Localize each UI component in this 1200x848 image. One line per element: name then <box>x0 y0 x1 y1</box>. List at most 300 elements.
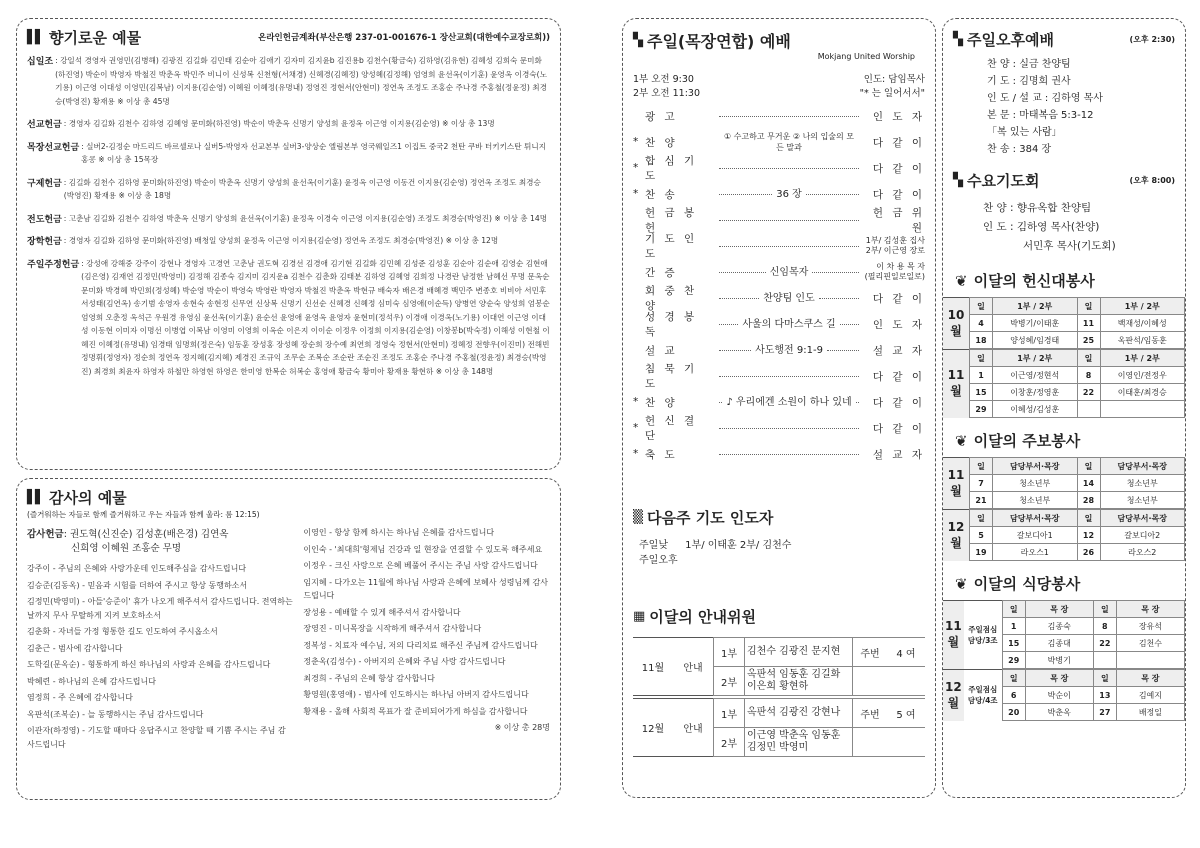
order-name: 침 묵 기 도 <box>645 363 698 390</box>
schedule-cell <box>1100 401 1185 418</box>
schedule-cell: 29 <box>1002 652 1025 669</box>
order-leader: 설 교 자 <box>872 448 925 461</box>
leader: 인도: 담임목사 <box>863 74 925 85</box>
schedule-cell: 1 <box>1002 618 1025 635</box>
bulletin-title: ❦ 이달의 주보봉사 <box>955 431 1081 450</box>
section-marker-icon: ▚ <box>953 173 961 188</box>
schedule-cell: 김천수 <box>1116 635 1184 652</box>
standing-note: "* 는 일어서서" <box>859 88 925 99</box>
schedule-cell: 갈보디아1 <box>993 527 1078 544</box>
order-mid <box>715 116 863 117</box>
order-item: ♪ 우리에겐 소원이 하나 있네 <box>726 396 852 408</box>
order-mid <box>715 267 863 278</box>
thanks-entry: 정복성 - 치료자 예수님, 저의 다리치료 해주신 주님께 감사드립니다 <box>303 640 538 650</box>
order-mid <box>715 168 863 169</box>
schedule-header: 담당부서·목장 <box>993 510 1078 527</box>
schedule-cell: 25 <box>1077 332 1100 349</box>
schedule-cell: 배정일 <box>1116 704 1184 721</box>
usher-part: 1부 <box>714 638 745 667</box>
section-marker-icon: ▒ <box>633 510 641 525</box>
thanks-entry: 박혜련 - 하나님의 은혜 감사드립니다 <box>27 676 156 686</box>
schedule-table <box>943 349 1185 418</box>
order-leader: 다 같 이 <box>872 292 925 305</box>
schedule-month: 10월 <box>943 298 970 349</box>
order-row <box>633 441 925 467</box>
nextweek-title: ▒ 다음주 기도 인도자 <box>633 509 774 527</box>
thanks-entry: 황영원(홍영애) - 범사에 인도하시는 하나님 아버지 감사드립니다 <box>303 690 529 699</box>
schedule-header: 담당부서·목장 <box>1100 510 1185 527</box>
afternoon-line: 기 도 : 김명희 권사 <box>987 76 1071 87</box>
schedule-header: 일 <box>970 298 993 315</box>
schedule-cell: 청소년부 <box>993 492 1078 509</box>
schedule-header: 1부 / 2부 <box>1100 350 1185 367</box>
schedule-header: 목 장 <box>1025 670 1093 687</box>
usher-week: 주번 <box>853 638 888 667</box>
nextweek-label-2: 주일오후 <box>639 555 678 566</box>
afternoon-line: 찬 송 : 384 장 <box>987 144 1052 155</box>
schedule-cell: 김예지 <box>1116 687 1184 704</box>
offering-row <box>27 140 550 167</box>
afternoon-line: 「복 있는 사람」 <box>987 127 1062 138</box>
schedule-header: 일 <box>970 458 993 475</box>
leader-dots <box>719 272 766 273</box>
order-star: * <box>633 162 639 174</box>
schedule-month: 11월 <box>943 458 970 509</box>
usher-names: 이근영 박춘옥 임동훈 김정민 박영미 <box>745 728 853 757</box>
order-row <box>633 259 925 285</box>
order-name: 광 고 <box>645 110 678 123</box>
thanks-entry: 염정희 - 주 은혜에 감사합니다 <box>27 693 133 702</box>
order-leader: 헌 금 위 원 <box>872 207 925 234</box>
devotion-table <box>943 297 1185 418</box>
offering-row <box>27 257 550 379</box>
schedule-header: 일 <box>970 510 993 527</box>
wednesday-line: 찬 양 : 향유옥합 찬양팀 <box>983 202 1092 214</box>
order-name: 기 도 인 도 <box>645 233 698 260</box>
offering-label: 선교헌금 <box>27 120 62 130</box>
leader-dots <box>840 324 859 325</box>
schedule-cell: 22 <box>1093 635 1116 652</box>
offering-row <box>27 234 550 248</box>
schedule-cell: 29 <box>970 401 993 418</box>
thanks-entry: 김정민(박영미) - 아들'승준이' 휴가 나오게 해주셔서 감사드립니다. 전역하는 날까지 무사 무탈하게 지켜 보호하소서 <box>27 597 293 620</box>
ushers-title: ▦ 이달의 안내위원 <box>633 608 756 626</box>
schedule-header: 일 <box>1093 670 1116 687</box>
order-leader: 다 같 이 <box>872 396 925 409</box>
order-leader: 다 같 이 <box>872 422 925 435</box>
section-marker-icon: ▚ <box>633 33 641 48</box>
order-row <box>633 155 925 181</box>
schedule-header: 1부 / 2부 <box>993 298 1078 315</box>
leader-dots <box>856 402 859 403</box>
schedule-cell: 백재성/이혜성 <box>1100 315 1185 332</box>
order-leader: 다 같 이 <box>872 188 925 201</box>
service-order <box>633 103 925 467</box>
order-row <box>633 207 925 233</box>
order-row <box>633 233 925 259</box>
order-name: 간 증 <box>645 266 678 279</box>
thanks-entry: 최경희 - 주님의 은혜 항상 감사합니다 <box>303 673 435 683</box>
schedule-table <box>943 669 1185 721</box>
schedule-cell: 6 <box>1002 687 1025 704</box>
schedule-cell: 22 <box>1077 384 1100 401</box>
thanks-right-list <box>303 526 550 718</box>
order-mid <box>715 246 863 247</box>
offering-label: 장학헌금 <box>27 237 62 247</box>
thanks-entry: 김춘근 - 범사에 감사합니다 <box>27 643 123 653</box>
schedule-cell: 20 <box>1002 704 1025 721</box>
schedule-header: 일 <box>1002 670 1025 687</box>
schedule-cell: 박순이 <box>1025 687 1093 704</box>
schedule-cell: 이태훈/최경승 <box>1100 384 1185 401</box>
leader-dots <box>719 376 859 377</box>
offering-label: 구제헌금 <box>27 178 62 189</box>
schedule-cell: 라오스1 <box>993 544 1078 561</box>
order-mid <box>715 376 863 377</box>
schedule-table <box>943 457 1185 509</box>
schedule-table <box>943 297 1185 349</box>
offering-names: : 강성애 강해중 강주이 강현나 경영자 고경연 고춘남 권도혁 김경선 김경애 김기현 김길화 김민혜 김성준 김성훈 김순아 김순애 김영순 김현애(김은영) 김재연 김정민(박영미) 김정해 김종숙 김지미 김지운a 김천수 김춘화 김태분 김하영 김혜영 김희정 나경란 남정한 남혜선 무명 문옥순 문미화 박경혜 박민희(정성혜) 박순영 박순이 박영숙 박영란 박영자 박철진 박춘옥 박현규 배숙자 배은경 배혜경 백민주 변종호 비비아 서민후 서성태(김연옥) 송기범 송영자 송현숙 송현정 신무연 신상복 신명기 신선순 신혜경 신혜정 심미숙 심영애(이순득) 양병연 양순숙 양성희 엄봉순 엄영희 오춘정 옥석근 우원경 유영심 윤선옥(이기훈) 윤순선 윤영애 윤영옥 윤영자 윤현미(정석우) 이경애 이경옥(노기용) 이대연 이근영 이대성 이동현 이미자 이명선 이병엽 이복남 이영미 이영희 이옥순 이은지 이이순 이정우 이정희 이지용(김순영) 이창봉b(박숙정) 이해성 이현철 이혜진 이혜정(유명내) 임경태 임명희(정은숙) 임동훈 장성홍 장성혜 장순희 장수예 최연희 정영숙 정현서(안현미) 정혜정 전향우(이진미) 전해빈 정명휘(정영자) 정순희 정연옥 정지혜(김지혜) 제경진 조규익 조무순 조복순 조순란 조순진 조정도 조홍순 주나경 주홍철(정윤정) 최경승(박영진) 최경희 최윤자 하영자 하철만 하영현 하영은 한미영 한복순 허복순 홍영애 황금숙 황미아 황재용 황현하 ※ 이상 총 148명 <box>81 258 550 376</box>
usher-count: 4 여 <box>887 638 925 667</box>
schedule-cell: 청소년부 <box>1100 475 1185 492</box>
schedule-cell: 장유석 <box>1116 618 1184 635</box>
order-star: * <box>633 422 639 434</box>
afternoon-line: 본 문 : 마태복음 5:3-12 <box>987 110 1094 121</box>
order-row <box>633 311 925 337</box>
bulletin-table <box>943 457 1185 561</box>
schedule-cell: 김종숙 <box>1025 618 1093 635</box>
offering-row <box>27 176 550 203</box>
schedule-cell: 갈보디아2 <box>1100 527 1185 544</box>
order-name: 찬 양 <box>645 136 678 149</box>
leader-dots <box>719 350 751 351</box>
order-name: 찬 송 <box>645 188 678 201</box>
thanks-entry: 김승준(김동옥) - 믿음과 시험를 더하여 주시고 항상 동행하소서 <box>27 580 248 590</box>
order-item: ① 수고하고 무거운 ② 나의 입술의 모든 말과 <box>723 132 855 152</box>
devotion-title: ❦ 이달의 헌신대봉사 <box>955 271 1095 290</box>
schedule-header: 일 <box>1093 601 1116 618</box>
schedule-header: 담당부서·목장 <box>993 458 1078 475</box>
usher-count <box>887 667 925 696</box>
schedule-cell <box>1116 652 1184 669</box>
afternoon-line: 인 도 / 설 교 : 김하영 목사 <box>987 93 1103 104</box>
schedule-cell: 이창훈/정영훈 <box>993 384 1078 401</box>
thanks-total: ※ 이상 총 28명 <box>494 723 550 732</box>
sunday-subtitle: Mokjang United Worship <box>817 52 915 61</box>
order-mid <box>715 189 863 200</box>
schedule-cell: 28 <box>1077 492 1100 509</box>
offerings-list <box>27 54 550 378</box>
usher-month-table <box>633 698 925 757</box>
offering-label: 전도헌금 <box>27 214 62 225</box>
order-item: 찬양팀 인도 <box>763 292 815 304</box>
order-name: 합 심 기 도 <box>645 155 698 182</box>
offering-label: 십일조 <box>27 57 54 67</box>
schedule-header: 1부 / 2부 <box>993 350 1078 367</box>
schedule-cell: 김종대 <box>1025 635 1093 652</box>
order-row <box>633 415 925 441</box>
schedule-side: 주일점심 담당/3조 <box>964 601 1003 669</box>
schedule-cell <box>1093 652 1116 669</box>
schedule-cell: 18 <box>970 332 993 349</box>
schedule-cell: 이근영/정현석 <box>993 367 1078 384</box>
order-row <box>633 389 925 415</box>
schedule-cell: 14 <box>1077 475 1100 492</box>
ushers-table <box>633 637 925 757</box>
schedule-table <box>943 600 1185 669</box>
leader-dots <box>719 324 738 325</box>
schedule-month: 12월 <box>943 670 964 721</box>
schedule-cell: 11 <box>1077 315 1100 332</box>
usher-part: 1부 <box>714 699 745 728</box>
wednesday-line: 인 도 : 김하영 목사(찬양) <box>983 221 1100 233</box>
schedule-month: 11월 <box>943 350 970 418</box>
usher-month: 12월 <box>641 724 665 735</box>
order-mid <box>715 397 863 408</box>
order-item: 사도행전 9:1-9 <box>755 344 823 356</box>
schedule-header: 일 <box>970 350 993 367</box>
order-star: * <box>633 188 639 200</box>
afternoon-line: 찬 양 : 실금 찬양팀 <box>987 59 1071 70</box>
order-name: 찬 양 <box>645 396 678 409</box>
thanks-entry: 정춘옥(김성수) - 아버지의 은혜와 주님 사랑 감사드립니다 <box>303 657 506 666</box>
schedule-header: 일 <box>1077 350 1100 367</box>
offering-names: : 고춘남 김길화 김천수 김하영 박춘옥 신명기 양성희 윤선옥(이기훈) 윤정옥 이경숙 이근영 이지용(김순영) 조정도 최경승(박영진) ※ 이상 총 14명 <box>63 213 548 223</box>
order-name: 축 도 <box>645 448 678 461</box>
order-leader: 1부/ 김성훈 집사 2부/ 이근영 장로 <box>865 236 925 255</box>
wednesday-line: 서민후 목사(기도회) <box>1023 240 1116 252</box>
schedule-cell: 라오스2 <box>1100 544 1185 561</box>
section-marker-icon: ▌▌ <box>27 30 43 45</box>
order-star: * <box>633 136 639 148</box>
section-marker-icon: ▦ <box>633 609 644 624</box>
sunday-service-panel <box>622 18 936 798</box>
order-row <box>633 129 925 155</box>
thanks-entry: 임지혜 - 다가오는 11월에 하나님 사랑과 은혜에 보혜사 성령님께 감사드립니다 <box>303 577 548 600</box>
usher-week: 주번 <box>853 699 888 728</box>
schedule-header: 담당부서·목장 <box>1100 458 1185 475</box>
schedule-header: 일 <box>1077 458 1100 475</box>
schedule-header: 일 <box>1077 298 1100 315</box>
thanks-left-list <box>27 562 293 751</box>
offerings-panel <box>16 18 561 470</box>
schedule-cell: 양성혜/임경태 <box>993 332 1078 349</box>
schedule-cell: 8 <box>1093 618 1116 635</box>
leader-dots <box>719 428 859 429</box>
schedule-cell: 이혜성/김성훈 <box>993 401 1078 418</box>
usher-week <box>853 667 888 696</box>
schedule-cell: 박병기 <box>1025 652 1093 669</box>
order-row <box>633 363 925 389</box>
schedule-cell: 박춘옥 <box>1025 704 1093 721</box>
order-item: 신임목자 <box>769 266 809 278</box>
order-mid <box>715 131 863 153</box>
usher-part: 2부 <box>714 728 745 757</box>
schedule-header: 일 <box>1077 510 1100 527</box>
leader-dots <box>719 402 722 403</box>
usher-part: 2부 <box>714 667 745 696</box>
afternoon-lines <box>953 56 1175 158</box>
usher-names: 김천수 김광진 문지현 <box>745 638 853 667</box>
leaf-icon: ❦ <box>955 271 968 290</box>
usher-names: 옥판석 임동훈 김길화 이은희 황현하 <box>745 667 853 696</box>
schedule-cell: 26 <box>1077 544 1100 561</box>
order-star: * <box>633 448 639 460</box>
order-name: 회 중 찬 양 <box>645 285 698 312</box>
order-name: 설 교 <box>645 344 678 357</box>
order-leader: 다 같 이 <box>872 370 925 383</box>
schedule-cell: 12 <box>1077 527 1100 544</box>
offering-row <box>27 117 550 131</box>
usher-count <box>887 728 925 757</box>
leader-dots <box>719 246 859 247</box>
afternoon-time: (오후 2:30) <box>1129 35 1175 44</box>
thanks-title: ▌▌ 감사의 예물 <box>27 489 127 507</box>
usher-role: 안내 <box>673 699 714 757</box>
usher-month: 11월 <box>641 663 665 674</box>
offering-label: 주일주정헌금 <box>27 259 80 270</box>
thanks-label: 감사헌금 <box>27 529 64 540</box>
order-mid <box>715 319 863 330</box>
schedule-header: 목 장 <box>1116 670 1184 687</box>
leader-dots <box>806 194 859 195</box>
schedule-cell: 7 <box>970 475 993 492</box>
order-mid <box>715 345 863 356</box>
leader-dots <box>719 454 859 455</box>
schedule-cell: 청소년부 <box>1100 492 1185 509</box>
schedule-header: 일 <box>1002 601 1025 618</box>
thanks-entry: 옥판석(조복순) - 늘 동행하시는 주님 감사드립니다 <box>27 709 204 719</box>
order-name: 성 경 봉 독 <box>645 311 698 338</box>
section-marker-icon: ▌▌ <box>27 490 43 505</box>
thanks-entry: 김춘화 - 자녀들 가정 형통한 길도 인도하여 주시옵소서 <box>27 627 218 636</box>
afternoon-title: ▚ 주일오후예배 <box>953 31 1054 49</box>
order-mid <box>715 428 863 429</box>
order-name: 헌 신 결 단 <box>645 415 698 442</box>
schedule-cell: 이영인/전정우 <box>1100 367 1185 384</box>
offering-names: : 김길화 김천수 김하영 문미화(하진영) 박순이 박춘옥 신명기 양성희 윤선옥(이기훈) 윤정옥 이근영 이동건 이지용(김순영) 정연옥 조정도 최경승(박영진) 황재용 ※ 이상 총 18명 <box>63 177 541 200</box>
order-item: 사울의 다마스쿠스 길 <box>742 318 836 330</box>
offering-label: 목장선교헌금 <box>27 142 80 153</box>
schedule-header: 1부 / 2부 <box>1100 298 1185 315</box>
schedule-header: 목 장 <box>1025 601 1093 618</box>
schedule-cell: 1 <box>970 367 993 384</box>
schedule-side: 주일점심 담당/4조 <box>964 670 1003 721</box>
leader-dots <box>719 116 859 117</box>
schedule-table <box>943 509 1185 561</box>
nextweek-text-1: 1부/ 이태훈 2부/ 김천수 <box>685 540 792 551</box>
thanks-entry: 황재용 - 올해 사회적 목표가 잘 준비되어가게 하심을 감사합니다 <box>303 706 528 716</box>
order-row <box>633 285 925 311</box>
offering-names: : 실버2-김정순 마드리드 바르셀로나 실버5-박영자 선교본부 실버3-양상순 엘림본부 영국웨일즈1 이집트 중국2 천탄 쿠바 터키키스탄 튀니지 홍콩 ※ 이상 총 15목장 <box>81 141 547 164</box>
kitchen-table <box>943 600 1185 721</box>
thanks-entry: 이정우 - 크신 사랑으로 은혜 베풀어 주시는 주님 사랑 감사드립니다 <box>303 561 538 570</box>
schedule-month: 11월 <box>943 601 964 669</box>
order-leader: 다 같 이 <box>872 136 925 149</box>
usher-week <box>853 728 888 757</box>
leader-dots <box>812 272 859 273</box>
sunday-title: ▚ 주일(목장연합) 예배 <box>633 32 791 51</box>
schedule-cell <box>1077 401 1100 418</box>
thanks-entry: 강주이 - 주님의 은혜와 사랑가운데 인도해주심을 감사드립니다 <box>27 564 247 573</box>
schedule-cell: 5 <box>970 527 993 544</box>
bank-account: 온라인헌금계좌(부산은행 237-01-001676-1 장산교회(대한예수교장로회)) <box>258 32 550 43</box>
thanks-names-2: 신희영 이혜원 조홍순 무명 <box>71 543 182 554</box>
wednesday-title: ▚ 수요기도회 <box>953 172 1040 190</box>
offerings-title: ▌▌ 향기로운 예물 <box>27 29 142 47</box>
leader-dots <box>719 168 859 169</box>
thanks-note: (즐거워하는 자들로 함께 즐거워하고 우는 자들과 함께 울라: 롬 12:15) <box>27 510 260 519</box>
leaf-icon: ❦ <box>955 431 968 450</box>
thanks-names-1: : 권도혁(신진순) 김성훈(배은경) 김연옥 <box>63 529 229 540</box>
order-mid <box>715 293 863 304</box>
order-mid <box>715 454 863 455</box>
order-row <box>633 103 925 129</box>
thanks-panel <box>16 478 561 800</box>
usher-month-table <box>633 637 925 696</box>
schedule-cell: 15 <box>970 384 993 401</box>
schedule-cell: 19 <box>970 544 993 561</box>
thanks-entry: 이인숙 - '최대희'형제님 건강과 일 현장을 연결할 수 있도록 해주세요 <box>303 544 543 554</box>
order-leader: 인 도 자 <box>872 110 925 123</box>
schedule-cell: 8 <box>1077 367 1100 384</box>
order-leader: 이 차 용 목 자 (필리핀일로일로) <box>864 262 925 281</box>
schedule-header: 목 장 <box>1116 601 1184 618</box>
leader-dots <box>719 194 772 195</box>
offering-names: : 강일석 경영자 권영민(김병해) 김광진 김길화 김민태 김순아 김애기 김자미 김지윤b 김진용b 김천수(황금숙) 김하영(김유현) 김혜성 김희숙 문미화(하진영) 박순이 박영자 박철진 박춘옥 박민주 비니이 신성복 신천형(서채경) 신혜경(김혜정) 양성혜(김정해) 엄영희 윤선옥(이기훈) 윤영옥 이경숙(노기용) 이근영 이대성 이영민(김복남) 이지용(김순영) 이혜원 이혜정(유명내) 정영진 정현서(안현미) 정연옥 조정도 조홍순 주나경 주홍철(정윤정) 최경승(박영진) 황재용 ※ 이상 총 45명 <box>55 56 547 106</box>
schedule-cell: 4 <box>970 315 993 332</box>
nextweek-label-1: 주일낮 <box>639 540 668 551</box>
order-leader: 설 교 자 <box>872 344 925 357</box>
order-row <box>633 337 925 363</box>
schedule-cell: 청소년부 <box>993 475 1078 492</box>
order-row <box>633 181 925 207</box>
thanks-entry: 도학길(문옥순) - 형통하게 하신 하나님의 사랑과 은혜를 감사드립니다 <box>27 660 271 669</box>
order-name: 헌 금 봉 헌 <box>645 207 698 234</box>
offering-row <box>27 54 550 108</box>
order-leader: 다 같 이 <box>872 162 925 175</box>
order-mid <box>715 220 863 221</box>
usher-names: 옥판석 김광진 강현나 <box>745 699 853 728</box>
offering-names: : 경영자 김길화 김천수 김하영 김혜영 문미화(하진영) 박순이 박춘옥 신명기 양성희 윤정옥 이근영 이지용(김순영) ※ 이상 총 13명 <box>63 119 495 128</box>
schedule-cell: 13 <box>1093 687 1116 704</box>
order-item: 36 장 <box>776 188 802 200</box>
right-panel <box>942 18 1186 798</box>
section-marker-icon: ▚ <box>953 32 961 47</box>
schedule-cell: 21 <box>970 492 993 509</box>
leader-dots <box>719 298 759 299</box>
schedule-month: 12월 <box>943 510 970 561</box>
wednesday-time: (오후 8:00) <box>1129 176 1175 185</box>
order-leader: 인 도 자 <box>872 318 925 331</box>
leader-dots <box>819 298 859 299</box>
leader-dots <box>719 220 859 221</box>
order-star: * <box>633 396 639 408</box>
schedule-cell: 15 <box>1002 635 1025 652</box>
time-second: 2부 오전 11:30 <box>633 88 700 99</box>
offering-row <box>27 212 550 226</box>
usher-count: 5 여 <box>887 699 925 728</box>
schedule-cell: 옥판석/임동훈 <box>1100 332 1185 349</box>
leaf-icon: ❦ <box>955 574 968 593</box>
wednesday-lines <box>953 199 1175 256</box>
usher-role: 안내 <box>673 638 714 696</box>
schedule-cell: 27 <box>1093 704 1116 721</box>
leader-dots <box>827 350 859 351</box>
thanks-entry: 이영인 - 항상 함께 하시는 하나님 은혜를 감사드립니다 <box>303 528 495 537</box>
thanks-entry: 이관자(하정영) - 기도할 때마다 응답주시고 찬양할 때 기쁨 주시는 주님 감사드립니다 <box>27 726 286 749</box>
schedule-cell: 박병기/이태훈 <box>993 315 1078 332</box>
